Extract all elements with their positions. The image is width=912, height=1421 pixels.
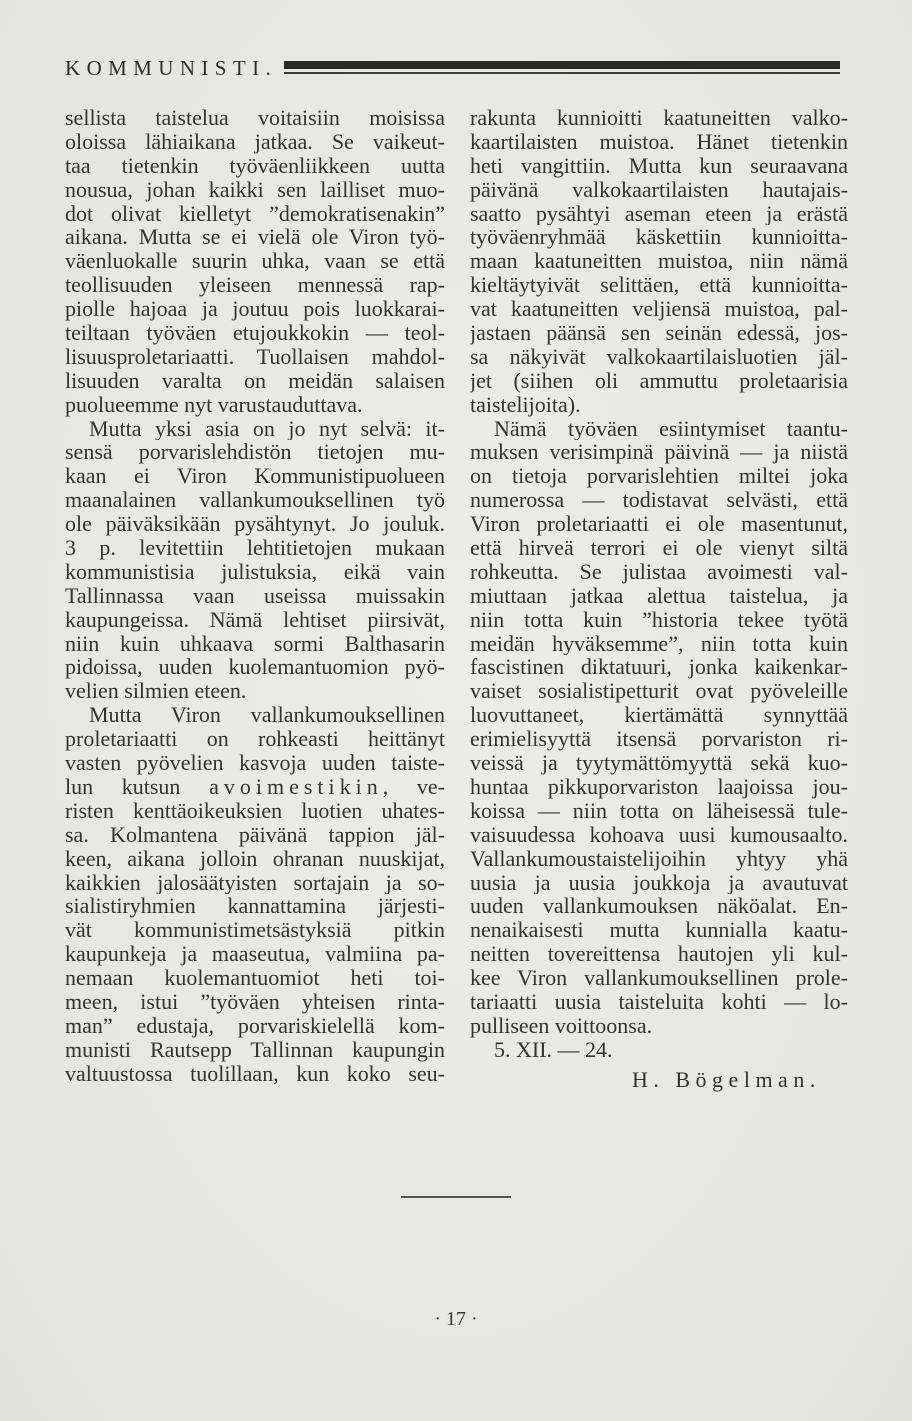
text-line: Viron proletariaatti ei ole masentunut, [470,512,848,537]
text-line: sialistiryhmien kannattamina järjesti- [65,894,445,919]
right-column [470,106,848,1092]
text-line: lisuuden varalta on meidän salaisen [65,368,445,393]
text-line: jet (siihen oli ammuttu proletaarisia [470,368,848,393]
author-signature: H. Bögelman. [632,1067,821,1092]
left-column [65,106,445,1086]
text-line: tariaatti uusia taisteluita kohti — lo- [470,989,848,1014]
text-line: nemaan kuolemantuomiot heti toi- [65,966,445,990]
masthead-rule-thin [284,72,840,74]
text-line: koissa — niin totta on läheisessä tule- [470,798,848,823]
publication-title: KOMMUNISTI. [65,56,278,80]
text-line: maanalainen vallankumouksellinen työ [65,488,445,513]
text-line: teiltaan työväen etujoukkokin — teol- [65,321,445,345]
masthead-rule-thick [284,61,840,69]
text-line: maan kaatuneitten muistoa, niin nämä [470,249,848,274]
text-line: neitten tovereittensa hautojen yli kul- [470,942,848,967]
text-line: veissä ja tyytymättömyyttä sekä kuo- [470,751,848,775]
text-line: velien silmien eteen. [65,679,247,704]
text-line: numerossa — todistavat selvästi, että [470,488,848,513]
text-line: 3 p. levitettiin lehtitietojen mukaan [65,536,445,560]
text-line: vaiset sosialistipetturit ovat pyöveleille [470,679,848,704]
text-line: kaartilaisten muistoa. Hänet tietenkin [470,129,848,154]
text-line: taa tietenkin työväenliikkeen uutta [65,153,445,178]
text-line: huntaa pikkuporvariston laajoissa jou- [470,774,848,799]
section-divider [401,1196,511,1198]
text-line: kaan ei Viron Kommunistipuolueen [65,464,445,489]
text-line: jastaen päänsä sen seinän edessä, jos- [470,321,848,345]
text-line: risten kenttäoikeuksien luotien uhates- [65,798,445,823]
text-line: fascistinen diktatuuri, jonka kaikenkar- [470,655,848,680]
text-line: sa. Kolmantena päivänä tappion jäl- [65,822,445,847]
text-line: kommunistisia julistuksia, eikä vain [65,559,445,584]
text-line: dot olivat kielletyt ”demokratisenakin” [65,201,445,226]
text-line: päivänä valkokaartilaisten hautajais- [470,177,848,202]
text-line: Vallankumoustaistelijoihin yhtyy yhä [470,846,848,871]
text-line: Nämä työväen esiintymiset taantu- [494,416,848,441]
text-line: Tallinnassa vaan useissa muissakin [65,583,445,608]
text-line: on tietoja porvarislehtien miltei joka [470,464,848,489]
text-segment: lun kutsun [65,774,181,799]
text-line: piolle hajoaa ja joutuu pois luokkarai- [65,297,445,322]
emphasized-word: avoimestikin [209,774,383,799]
text-line: sa näkyivät valkokaartilaisluotien jäl- [470,344,848,369]
text-line: puolueemme nyt varustauduttava. [65,392,363,417]
text-line: keen, aikana jolloin ohranan nuuskijat, [65,846,445,871]
text-line: taistelijoita). [470,392,581,417]
text-line: vät kommunistimetsästyksiä pitkin [65,918,445,943]
text-line: kieltäytyivät selittäen, että kunnioitta- [470,273,848,298]
text-line: lisuusproletariaatti. Tuollaisen mahdol- [65,344,445,369]
text-line: sensä porvarislehdistön tietojen mu- [65,440,445,465]
text-line: että hirveä terrori ei ole vienyt siltä [470,536,848,560]
text-line: nousua, johan kaikki sen lailliset muo- [65,177,445,202]
text-line: uusia ja uusia joukkoja ja avautuvat [470,870,848,895]
text-line: teollisuuden yleiseen mennessä rap- [65,273,445,298]
text-line: kaikkien jalosäätyisten sortajain ja so- [65,870,445,895]
text-line: proletariaatti on rohkeasti heittänyt [65,727,445,752]
text-line: vaisuudessa kohoava uusi kumousaalto. [470,822,848,847]
text-line: uuden vallankumouksen näköalat. En- [470,894,848,919]
text-line: väenluokalle suurin uhka, vaan se että [65,249,445,274]
page-number: · 17 · [434,1308,478,1330]
text-line: luovuttaneet, kiertämättä synnyttää [470,703,848,728]
text-line: heti vangittiin. Mutta kun seuraavana [470,153,848,178]
text-line: valtuustossa tuolillaan, kun koko seu- [65,1061,445,1086]
text-line: kaupunkeja ja maaseutua, valmiina pa- [65,942,445,967]
text-line: oloissa lähiaikana jatkaa. Se vaikeut- [65,129,445,154]
text-line: työväenryhmää käskettiin kunnioitta- [470,225,848,250]
dateline: 5. XII. — 24. [494,1037,613,1062]
text-line: sellista taistelua voitaisiin moisissa [65,106,445,130]
text-line: pidoissa, uuden kuolemantuomion pyö- [65,655,445,680]
text-line: saatto pysähtyi aseman eteen ja erästä [470,201,848,226]
text-line: aikana. Mutta se ei vielä ole Viron työ- [65,225,445,250]
text-line: muksen verisimpinä päivinä — ja niistä [470,440,848,465]
text-line: nenaikaisesti mutta kunnialla kaatu- [470,918,848,943]
text-segment: , ve- [382,774,445,799]
text-line: kaupungeissa. Nämä lehtiset piirsivät, [65,607,445,632]
text-line: ole päiväksikään pysähtynyt. Jo jouluk. [65,512,445,537]
text-line: rakunta kunnioitti kaatuneitten valko- [470,106,848,130]
text-line: pulliseen voittoonsa. [470,1013,653,1038]
text-line: man” edustaja, porvariskielellä kom- [65,1013,445,1038]
text-line: meidän hyväksemme”, niin totta kuin [470,631,848,656]
text-line: meen, istui ”työväen yhteisen rinta- [65,989,445,1014]
text-line: vat kaatuneitten veljiensä muistoa, pal- [470,297,848,322]
text-line: vasten pyövelien kasvoja uuden taiste- [65,751,445,775]
text-line: munisti Rautsepp Tallinnan kaupungin [65,1037,445,1062]
text-line: rohkeutta. Se julistaa avoimesti val- [470,559,848,584]
text-line: Mutta Viron vallankumouksellinen [89,703,445,728]
text-line: miuttaan jatkaa alettua taistelua, ja [470,583,848,608]
text-line: niin kuin uhkaava sormi Balthasarin [65,631,445,656]
text-line: Mutta yksi asia on jo nyt selvä: it- [89,416,445,441]
text-line: kee Viron vallankumouksellinen prole- [470,966,848,990]
text-line: erimielisyyttä itsensä porvariston ri- [470,727,848,752]
text-line: niin totta kuin ”historia tekee työtä [470,607,848,632]
text-line [65,775,445,799]
